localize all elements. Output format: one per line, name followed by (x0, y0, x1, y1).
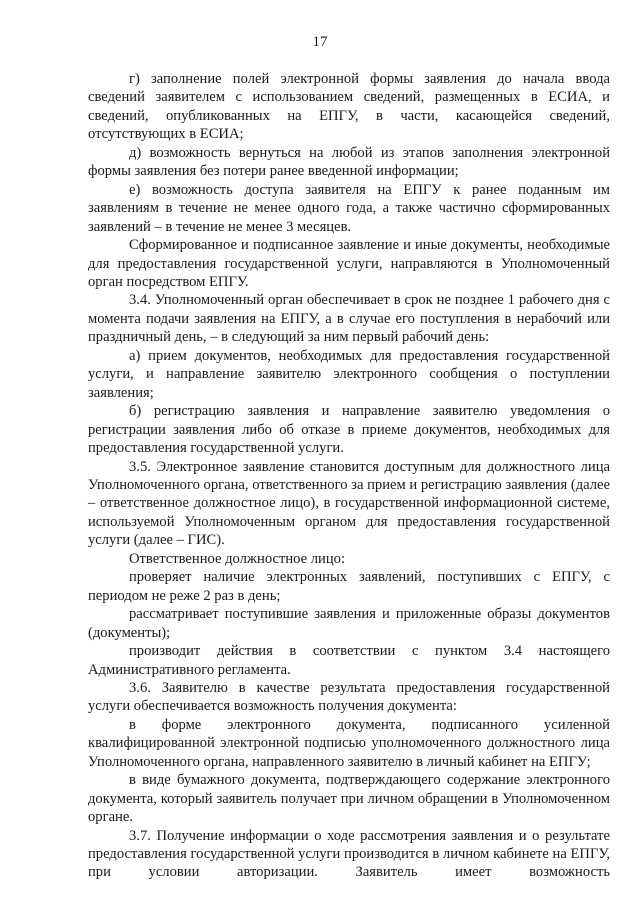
paragraph-electronic-document: в форме электронного документа, подписанного усиленной квалифицированной электронной подписью уполномоченного должностного лица Уполномоченного органа, направленного заявителю в личный кабинет на ЕПГУ; (88, 716, 610, 770)
paragraph-checks-applications: проверяет наличие электронных заявлений, поступивших с ЕПГУ, с периодом не реже 2 раз в день; (88, 569, 610, 604)
paragraph-section-3-7: 3.7. Получение информации о ходе рассмотрения заявления и о результате предоставления государственной услуги производится в личном кабинете на ЕПГУ, при условии авторизации. Заявитель имеет возможность (88, 827, 610, 881)
page-number: 17 (312, 34, 328, 50)
paragraph-item-g: г) заполнение полей электронной формы заявления до начала ввода сведений заявителем с использованием сведений, размещенных в ЕСИА, и сведений, опубликованных на ЕПГУ, в части, касающейся сведений, отсутствующих в ЕСИА; (88, 71, 610, 143)
paragraph-item-e: е) возможность доступа заявителя на ЕПГУ к ранее поданным им заявлениям в течение не менее одного года, а также частично сформированных заявлений – в течение не менее 3 месяцев. (88, 181, 610, 235)
paragraph-item-d: д) возможность вернуться на любой из этапов заполнения электронной формы заявления без потери ранее введенной информации; (88, 144, 610, 180)
paragraph-paper-document: в виде бумажного документа, подтверждающего содержание электронного документа, который заявитель получает при личном обращении в Уполномоченном органе. (88, 772, 610, 826)
paragraph-section-3-4: 3.4. Уполномоченный орган обеспечивает в срок не позднее 1 рабочего дня с момента подачи заявления на ЕПГУ, а в случае его поступления в нерабочий или праздничный день, – в следующий за ним первый рабочий день: (88, 292, 610, 346)
paragraph-responsible-official: Ответственное должностное лицо: (129, 550, 345, 567)
paragraph-item-b: б) регистрацию заявления и направление заявителю уведомления о регистрации заявления либо об отказе в приеме документов, необходимых для предоставления государственной услуги. (88, 403, 610, 457)
paragraph-section-3-6: 3.6. Заявителю в качестве результата предоставления государственной услуги обеспечивается возможность получения документа: (88, 679, 610, 715)
paragraph-reviews-applications: рассматривает поступившие заявления и приложенные образы документов (документы); (88, 606, 610, 641)
paragraph-section-3-5: 3.5. Электронное заявление становится доступным для должностного лица Уполномоченного органа, ответственного за прием и регистрацию заявления (далее – ответственное должностное лицо), в государственной информационной системе, используемой Уполномоченным органом для предоставления государственной услуги (далее – ГИС). (88, 458, 610, 549)
paragraph-performs-actions: производит действия в соответствии с пунктом 3.4 настоящего Административного регламента. (88, 643, 610, 678)
document-body (88, 70, 610, 882)
paragraph-item-a: а) прием документов, необходимых для предоставления государственной услуги, и направление заявителю электронного сообщения о поступлении заявления; (88, 347, 610, 401)
paragraph-formed-application: Сформированное и подписанное заявление и иные документы, необходимые для предоставления государственной услуги, направляются в Уполномоченный орган посредством ЕПГУ. (88, 237, 610, 290)
